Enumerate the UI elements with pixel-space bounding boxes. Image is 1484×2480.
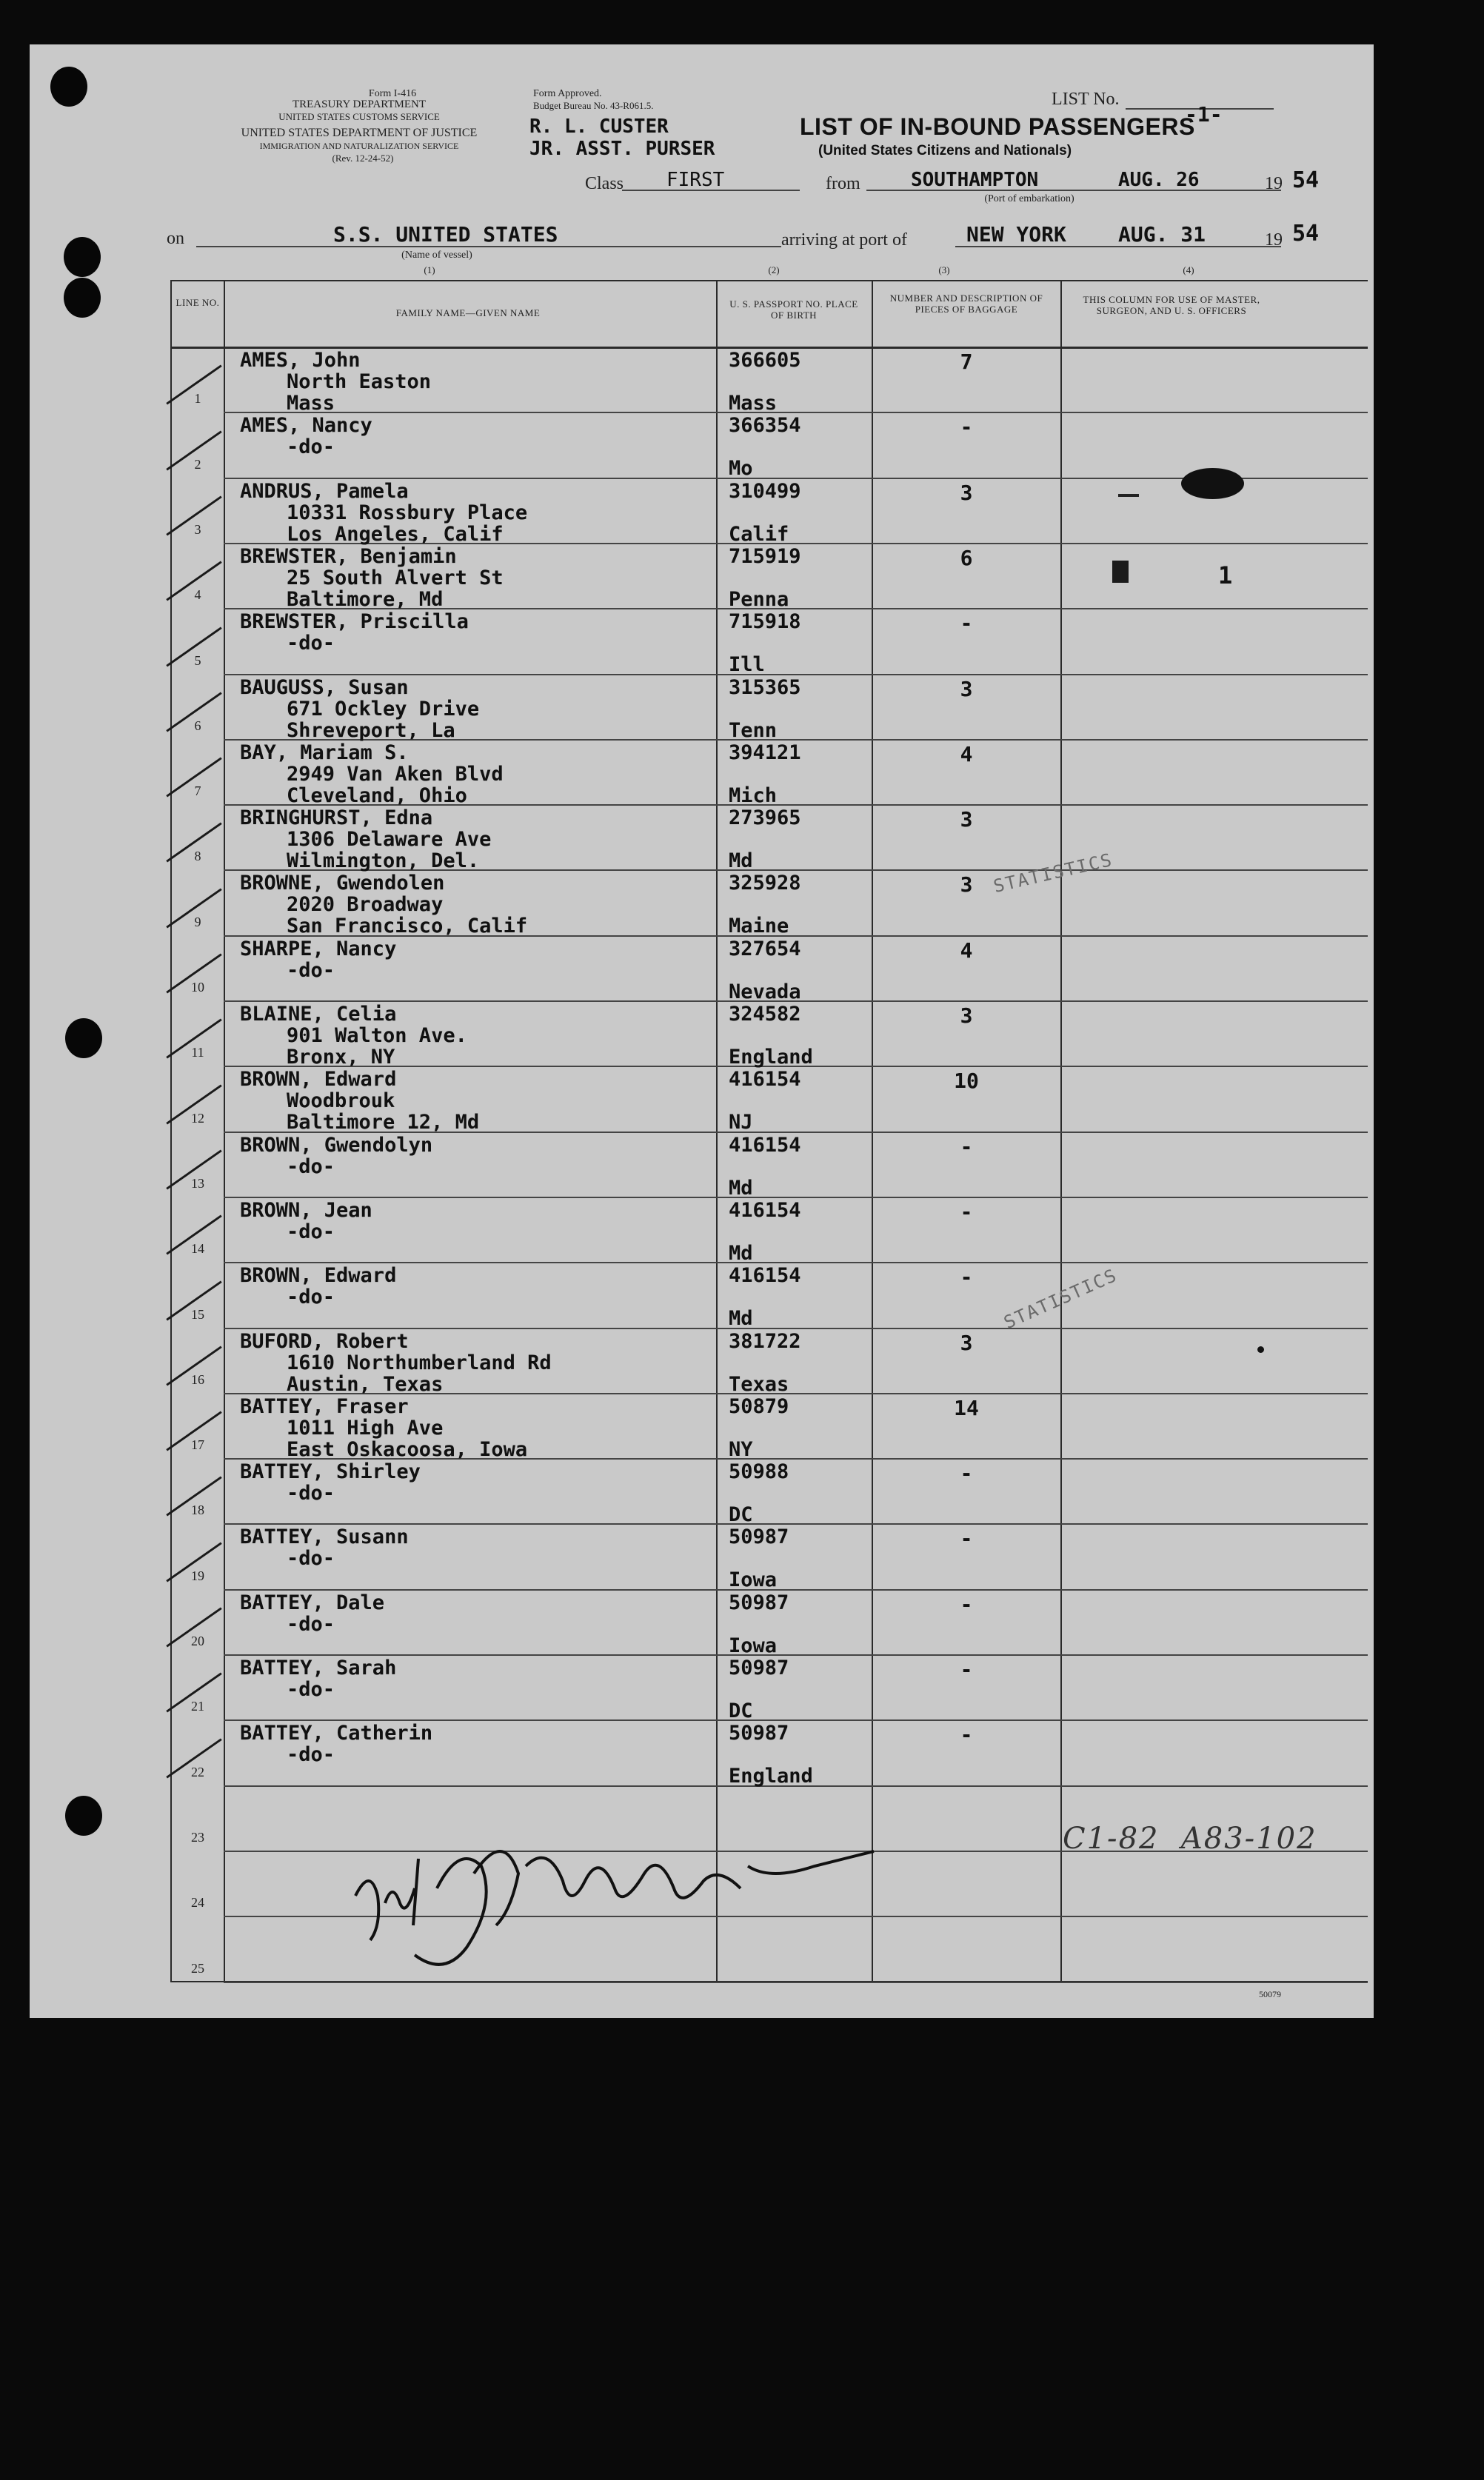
passenger-address-line1: North Easton xyxy=(287,370,432,393)
place-of-birth: Md xyxy=(729,1176,753,1200)
line-number: 2 xyxy=(194,456,201,472)
place-of-birth: Md xyxy=(729,1241,753,1265)
passenger-address-line2: Los Angeles, Calif xyxy=(287,522,504,546)
baggage-count: - xyxy=(960,1722,973,1748)
passport-number: 324582 xyxy=(729,1003,801,1026)
binder-hole xyxy=(65,1796,102,1836)
passport-number: 50987 xyxy=(729,1591,789,1614)
passenger-name: BROWN, Gwendolyn xyxy=(240,1133,433,1157)
passenger-address-line2: San Francisco, Calif xyxy=(287,915,528,938)
row-rule xyxy=(224,1719,1368,1721)
place-of-birth: Iowa xyxy=(729,1568,778,1592)
line-number: 5 xyxy=(194,652,201,668)
line-number: 17 xyxy=(191,1437,204,1453)
baggage-count: - xyxy=(960,1199,973,1224)
arrival-date: AUG. 31 xyxy=(1118,222,1206,247)
passenger-name: BRINGHURST, Edna xyxy=(240,806,433,830)
passenger-address-line1: -do- xyxy=(287,632,335,655)
line-number: 12 xyxy=(191,1110,204,1126)
passenger-address-line1: 25 South Alvert St xyxy=(287,566,504,589)
footer-code: 50079 xyxy=(1259,1989,1281,1999)
row-rule xyxy=(224,1328,1368,1329)
passenger-address-line2: East Oskacoosa, Iowa xyxy=(287,1437,528,1461)
year-prefix: 19 xyxy=(1265,174,1283,193)
passport-number: 381722 xyxy=(729,1329,801,1353)
ink-blot xyxy=(1181,468,1244,499)
passenger-address-line1: -do- xyxy=(287,1743,335,1767)
vessel-name: S.S. UNITED STATES xyxy=(333,222,558,247)
line-number: 7 xyxy=(194,783,201,799)
passenger-address-line1: -do- xyxy=(287,1678,335,1701)
justice-dept: UNITED STATES DEPARTMENT OF JUSTICE xyxy=(241,127,478,139)
baggage-count: 3 xyxy=(960,1003,973,1028)
passport-number: 50987 xyxy=(729,1657,789,1679)
place-of-birth: Mich xyxy=(729,783,778,807)
purser-name: R. L. CUSTER xyxy=(529,116,669,138)
line-number: 21 xyxy=(191,1699,204,1714)
row-rule xyxy=(224,1589,1368,1591)
ink-dash xyxy=(1118,494,1139,497)
margin-mark: 1 xyxy=(1218,561,1233,589)
manifest-subtitle: (United States Citizens and Nationals) xyxy=(818,143,1072,158)
passport-number: 50987 xyxy=(729,1525,789,1549)
passport-number: 50879 xyxy=(729,1394,789,1418)
passport-number: 416154 xyxy=(729,1133,801,1157)
place-of-birth: Mo xyxy=(729,457,753,481)
embark-year: 54 xyxy=(1292,167,1320,193)
passport-number: 416154 xyxy=(729,1068,801,1092)
place-of-birth: Iowa xyxy=(729,1634,778,1657)
passenger-name: ANDRUS, Pamela xyxy=(240,479,409,503)
passenger-address-line1: -do- xyxy=(287,1612,335,1636)
line-number: 1 xyxy=(194,391,201,407)
line-number: 10 xyxy=(191,980,204,995)
arriving-label: arriving at port of xyxy=(781,230,907,250)
passenger-address-line1: -do- xyxy=(287,1482,335,1505)
passenger-address-line2: Austin, Texas xyxy=(287,1372,444,1396)
baggage-count: - xyxy=(960,1134,973,1159)
baggage-count: - xyxy=(960,1657,973,1682)
passport-number: 50987 xyxy=(729,1722,789,1745)
baggage-count: 6 xyxy=(960,545,973,570)
baggage-count: - xyxy=(960,1461,973,1486)
arrival-port: NEW YORK xyxy=(966,222,1066,247)
purser-title: JR. ASST. PURSER xyxy=(529,138,715,160)
embark-date: AUG. 26 xyxy=(1118,169,1200,191)
place-of-birth: Tenn xyxy=(729,718,778,742)
passenger-name: AMES, Nancy xyxy=(240,414,372,438)
arrival-year: 54 xyxy=(1292,221,1320,247)
place-of-birth: Md xyxy=(729,849,753,873)
passenger-address-line1: -do- xyxy=(287,1286,335,1309)
passenger-name: BATTEY, Dale xyxy=(240,1591,385,1614)
line-number: 18 xyxy=(191,1503,204,1518)
baggage-count: - xyxy=(960,611,973,636)
binder-hole xyxy=(64,278,101,318)
place-of-birth: NJ xyxy=(729,1111,753,1134)
port-note: (Port of embarkation) xyxy=(984,193,1074,204)
baggage-count: - xyxy=(960,1591,973,1617)
passenger-name: BROWN, Edward xyxy=(240,1068,397,1092)
line-number: 19 xyxy=(191,1568,204,1583)
passenger-address-line1: -do- xyxy=(287,435,335,459)
place-of-birth: Texas xyxy=(729,1372,789,1396)
col-officers: THIS COLUMN FOR USE OF MASTER, SURGEON, AND U. S. OFFICERS xyxy=(1083,294,1260,316)
baggage-count: 3 xyxy=(960,1330,973,1355)
list-no-label: LIST No. xyxy=(1052,90,1120,109)
passenger-address-line2: Mass xyxy=(287,392,335,415)
baggage-count: 3 xyxy=(960,807,973,832)
passport-number: 715918 xyxy=(729,610,801,634)
line-number: 24 xyxy=(191,1895,204,1911)
passenger-address-line1: 901 Walton Ave. xyxy=(287,1024,467,1047)
row-rule xyxy=(224,1197,1368,1198)
passport-number: 310499 xyxy=(729,479,801,503)
col-line-no: LINE NO. xyxy=(176,297,220,308)
passenger-name: AMES, John xyxy=(240,349,361,372)
statistics-stamp: STATISTICS xyxy=(991,849,1115,898)
row-rule xyxy=(224,1262,1368,1263)
passenger-name: BROWNE, Gwendolen xyxy=(240,872,445,895)
line-number: 22 xyxy=(191,1764,204,1779)
line-number: 23 xyxy=(191,1829,204,1845)
col-number-3: (3) xyxy=(938,264,950,275)
passenger-address-line1: 671 Ockley Drive xyxy=(287,697,480,721)
ink-dot xyxy=(1257,1346,1264,1353)
passenger-address-line2: Baltimore 12, Md xyxy=(287,1111,480,1134)
embark-port: SOUTHAMPTON xyxy=(911,169,1039,191)
line-number: 9 xyxy=(194,914,201,929)
passenger-name: BATTEY, Sarah xyxy=(240,1657,397,1679)
row-rule xyxy=(224,412,1368,413)
line-number: 13 xyxy=(191,1175,204,1191)
passenger-name: BLAINE, Celia xyxy=(240,1003,397,1026)
passenger-address-line1: 10331 Rossbury Place xyxy=(287,501,528,524)
line-number: 8 xyxy=(194,849,201,864)
place-of-birth: Calif xyxy=(729,522,789,546)
col-number-4: (4) xyxy=(1183,264,1194,275)
passport-number: 416154 xyxy=(729,1264,801,1288)
year-prefix-2: 19 xyxy=(1265,230,1283,250)
on-label: on xyxy=(167,229,184,248)
form-approved: Form Approved. xyxy=(533,88,602,99)
class-value: FIRST xyxy=(666,169,725,191)
form-number: Form I-416 xyxy=(368,88,417,99)
row-rule xyxy=(224,1523,1368,1525)
line-number: 4 xyxy=(194,587,201,603)
binder-hole xyxy=(50,67,87,107)
place-of-birth: NY xyxy=(729,1437,753,1461)
baggage-count: 3 xyxy=(960,872,973,898)
passenger-name: BATTEY, Shirley xyxy=(240,1460,421,1484)
passport-number: 366354 xyxy=(729,414,801,438)
margin-mark-block xyxy=(1112,561,1129,583)
passenger-name: SHARPE, Nancy xyxy=(240,937,397,960)
baggage-count: - xyxy=(960,415,973,440)
purser-signature xyxy=(326,1799,903,1985)
place-of-birth: DC xyxy=(729,1503,753,1527)
line-number: 25 xyxy=(191,1960,204,1976)
passport-number: 50988 xyxy=(729,1460,789,1484)
col-number-2: (2) xyxy=(768,264,780,275)
list-no-value: -1- xyxy=(1185,102,1223,127)
baggage-count: 3 xyxy=(960,480,973,505)
row-rule xyxy=(224,1654,1368,1656)
revision-date: (Rev. 12-24-52) xyxy=(332,153,394,164)
passenger-address-line2: Shreveport, La xyxy=(287,718,455,742)
line-number: 11 xyxy=(191,1045,204,1060)
passport-number: 416154 xyxy=(729,1198,801,1222)
place-of-birth: Md xyxy=(729,1307,753,1331)
passenger-address-line1: Woodbrouk xyxy=(287,1089,395,1113)
passport-number: 715919 xyxy=(729,544,801,568)
passenger-address-line1: 1306 Delaware Ave xyxy=(287,828,492,852)
baggage-count: 4 xyxy=(960,741,973,766)
line-number: 3 xyxy=(194,521,201,537)
class-label: Class xyxy=(585,174,624,193)
baggage-count: 10 xyxy=(954,1069,979,1094)
passport-number: 366605 xyxy=(729,349,801,372)
passenger-address-line1: -do- xyxy=(287,1220,335,1243)
line-number: 6 xyxy=(194,718,201,733)
place-of-birth: Ill xyxy=(729,653,765,677)
place-of-birth: Maine xyxy=(729,915,789,938)
passenger-table xyxy=(170,280,1368,1982)
line-number: 16 xyxy=(191,1371,204,1387)
passenger-address-line1: 1610 Northumberland Rd xyxy=(287,1351,552,1374)
place-of-birth: DC xyxy=(729,1699,753,1722)
passport-number: 325928 xyxy=(729,872,801,895)
from-label: from xyxy=(826,174,860,193)
passenger-name: BUFORD, Robert xyxy=(240,1329,409,1353)
place-of-birth: England xyxy=(729,1765,813,1788)
manifest-title: LIST OF IN-BOUND PASSENGERS xyxy=(800,113,1195,140)
passenger-address-line2: Cleveland, Ohio xyxy=(287,783,467,807)
passenger-address-line1: -do- xyxy=(287,958,335,982)
passport-number: 315365 xyxy=(729,675,801,699)
statistics-stamp: STATISTICS xyxy=(1000,1264,1121,1334)
col-baggage: NUMBER AND DESCRIPTION OF PIECES OF BAGGAGE xyxy=(889,293,1043,315)
line-number: 14 xyxy=(191,1241,204,1257)
customs-service: UNITED STATES CUSTOMS SERVICE xyxy=(278,111,440,122)
place-of-birth: Nevada xyxy=(729,980,801,1003)
passenger-name: BAUGUSS, Susan xyxy=(240,675,409,699)
budget-bureau: Budget Bureau No. 43-R061.5. xyxy=(533,100,654,111)
line-number: 15 xyxy=(191,1306,204,1322)
passport-number: 327654 xyxy=(729,937,801,960)
manifest-sheet xyxy=(30,44,1374,2018)
line-number: 20 xyxy=(191,1634,204,1648)
passenger-name: BAY, Mariam S. xyxy=(240,741,409,764)
passenger-address-line1: 2949 Van Aken Blvd xyxy=(287,762,504,786)
passenger-name: BATTEY, Susann xyxy=(240,1525,409,1549)
place-of-birth: Mass xyxy=(729,392,778,415)
passenger-address-line1: -do- xyxy=(287,1547,335,1571)
vessel-note: (Name of vessel) xyxy=(401,250,472,261)
passenger-address-line2: Baltimore, Md xyxy=(287,587,444,611)
passenger-name: BROWN, Edward xyxy=(240,1264,397,1288)
passenger-name: BREWSTER, Benjamin xyxy=(240,544,457,568)
passenger-name: BATTEY, Catherin xyxy=(240,1722,433,1745)
place-of-birth: England xyxy=(729,1046,813,1069)
ins-service: IMMIGRATION AND NATURALIZATION SERVICE xyxy=(259,141,459,151)
baggage-count: 14 xyxy=(954,1395,979,1420)
passenger-address-line1: 2020 Broadway xyxy=(287,893,444,917)
treasury-dept: TREASURY DEPARTMENT xyxy=(292,98,427,110)
baggage-count: 7 xyxy=(960,350,973,374)
baggage-count: 4 xyxy=(960,937,973,963)
passport-number: 394121 xyxy=(729,741,801,764)
binder-hole xyxy=(65,1018,102,1058)
passenger-address-line1: 1011 High Ave xyxy=(287,1416,444,1440)
place-of-birth: Penna xyxy=(729,587,789,611)
passenger-name: BREWSTER, Priscilla xyxy=(240,610,469,634)
col-number-1: (1) xyxy=(424,264,435,275)
passenger-address-line2: Bronx, NY xyxy=(287,1046,395,1069)
passenger-name: BROWN, Jean xyxy=(240,1198,372,1222)
passenger-address-line1: -do- xyxy=(287,1154,335,1178)
passport-number: 273965 xyxy=(729,806,801,830)
baggage-count: - xyxy=(960,1526,973,1551)
col-passport: U. S. PASSPORT NO. PLACE OF BIRTH xyxy=(729,298,858,321)
binder-hole xyxy=(64,237,101,277)
passenger-name: BATTEY, Fraser xyxy=(240,1394,409,1418)
baggage-count: 3 xyxy=(960,676,973,701)
col-name: FAMILY NAME—GIVEN NAME xyxy=(395,307,541,318)
baggage-count: - xyxy=(960,1265,973,1290)
row-rule xyxy=(224,674,1368,675)
passenger-address-line2: Wilmington, Del. xyxy=(287,849,480,873)
handwritten-reference: C1-82 A83-102 xyxy=(1063,1822,1317,1856)
